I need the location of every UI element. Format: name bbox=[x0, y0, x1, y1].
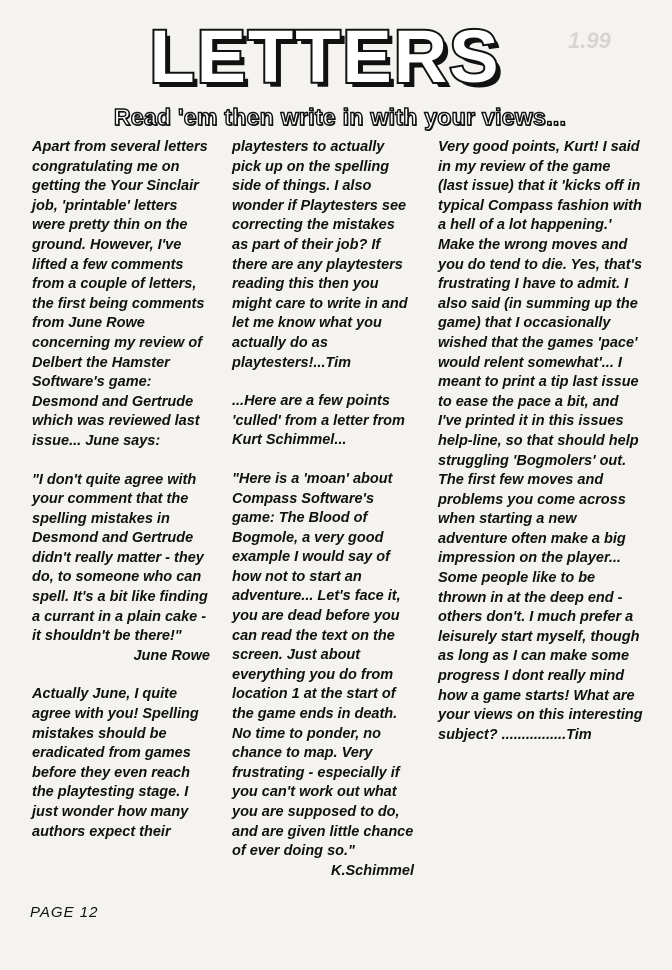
column-1 bbox=[32, 138, 210, 842]
reader-letter: "Here is a 'moan' about Compass Software's game: The Blood of Bogmole, a very good example I would say of how not to start an adventure... Let's face it, you are dead before you can read the text on the screen. Just about everything you do from location 1 at the start of the game ends in death. No time to ponder, no chance to map. Very frustrating - especially if you can't work out what you are supposed to do, and are given little chance of ever doing so." bbox=[232, 470, 414, 860]
column-3 bbox=[438, 138, 644, 745]
page-subtitle: Read 'em then write in with your views... bbox=[113, 104, 567, 130]
page-number: PAGE 12 bbox=[30, 904, 99, 921]
editor-reply-continued: playtesters to actually pick up on the spelling side of things. I also wonder if Playtesters see correcting the mistakes as part of their job? If there are any playtesters reading this then you might care to write in and let me know what you actually do as playtesters!...Tim bbox=[232, 139, 408, 371]
column-2 bbox=[232, 138, 414, 881]
editor-reply: Actually June, I quite agree with you! Spelling mistakes should be eradicated from games before they even reach the playtesting stage. I just wonder how many authors expect their bbox=[32, 686, 199, 840]
reader-letter: "I don't quite agree with your comment that the spelling mistakes in Desmond and Gertrude didn't really matter - they do, to someone who can spell. It's a bit like finding a currant in a plain cake - it shouldn't be there!" bbox=[32, 471, 208, 645]
show-through-text: 1.99 bbox=[568, 28, 611, 53]
editor-intro: Apart from several letters congratulating me on getting the Your Sinclair job, 'printable' letters were pretty thin on the ground. However, I've lifted a few comments from a couple of letters, the first being comments from June Rowe concerning my review of Delbert the Hamster Software's game: Desmond and Gertrude which was reviewed last issue... June says: bbox=[32, 139, 208, 449]
letter-signature: June Rowe bbox=[133, 647, 210, 664]
editor-reply: Very good points, Kurt! I said in my review of the game (last issue) that it 'kicks off in typical Compass fashion with a hell of a lot happening.' Make the wrong moves and you do tend to die. Yes, that's frustrating I have to admit. I also said (in summing up the game) that I occasionally wished that the games 'pace' would relent somewhat'... I meant to print a tip last issue to ease the pace a bit, and I've printed it in this issues help-line, so that should help struggling 'Bogmolers' out. bbox=[438, 139, 643, 469]
page-title: LETTERS bbox=[149, 15, 501, 98]
letter-signature: K.Schimmel bbox=[331, 862, 414, 879]
masthead bbox=[140, 15, 510, 98]
editor-discussion: The first few moves and problems you come across when starting a new adventure often make a big impression on the player... Some people like to be thrown in at the deep end - others don't. I much prefer a leisurely start myself, though as long as I can make some progress I dont really mind how a game starts! What are your views on this interesting subject? ................Tim bbox=[438, 472, 643, 743]
editor-intro-second-letter: ...Here are a few points 'culled' from a letter from Kurt Schimmel... bbox=[232, 393, 405, 449]
